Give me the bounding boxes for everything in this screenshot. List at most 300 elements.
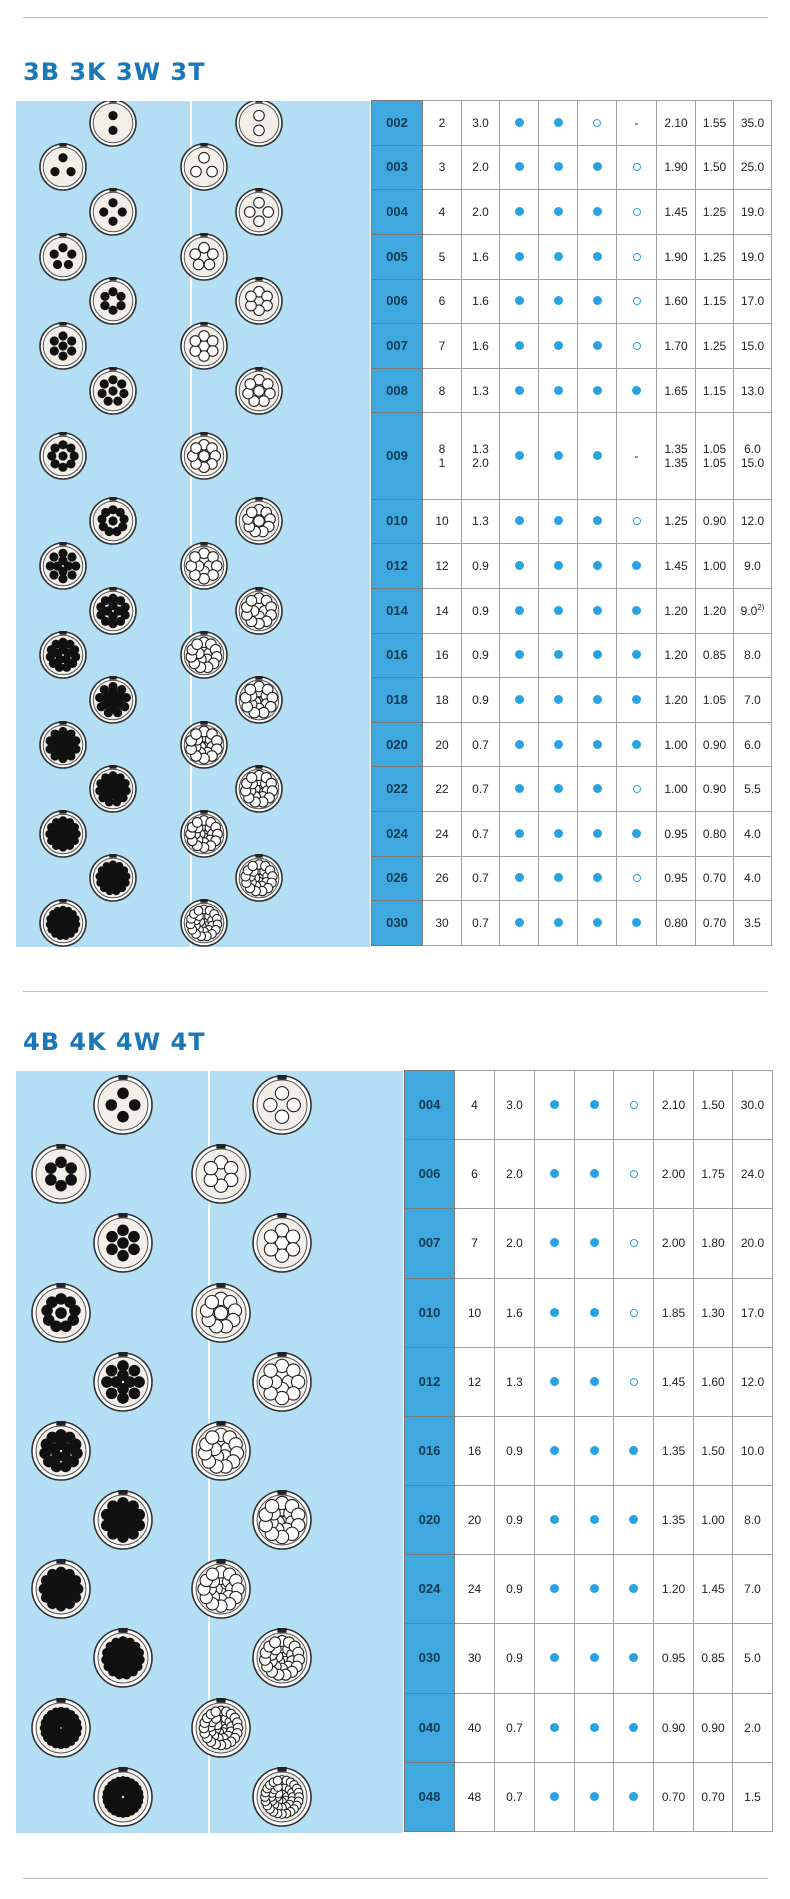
- contact-count-cell: 24: [423, 812, 462, 857]
- layout-code-cell: 024: [372, 812, 423, 857]
- option-c3-cell: [578, 413, 617, 499]
- contact-count-cell: 24: [455, 1555, 495, 1624]
- socket-insert-drawing: [250, 1350, 314, 1414]
- contact-diameter-cell: 0.9: [495, 1416, 535, 1485]
- pin-insert-drawing: [37, 808, 89, 860]
- contact-diameter-cell: 0.7: [462, 901, 500, 946]
- contact-diameter-cell: 1.3: [462, 368, 500, 413]
- filled-dot-icon: [550, 1377, 559, 1386]
- filled-dot-icon: [550, 1792, 559, 1801]
- socket-insert-drawing: [178, 719, 230, 771]
- pin-insert-drawing: [87, 585, 139, 637]
- table-row: [372, 633, 772, 678]
- option-c1-cell: [535, 1209, 575, 1278]
- value-3-cell: 8.0: [734, 633, 772, 678]
- filled-dot-icon: [593, 296, 602, 305]
- value-3-cell: 9.0: [734, 544, 772, 589]
- pin-insert-drawing: [29, 1142, 93, 1206]
- filled-dot-icon: [632, 829, 641, 838]
- filled-dot-icon: [554, 451, 563, 460]
- table-row: [405, 1278, 773, 1347]
- connector-layout-panel-4-series: [16, 1071, 403, 1833]
- filled-dot-icon: [632, 606, 641, 615]
- contact-diameter-cell: 2.0: [495, 1140, 535, 1209]
- table-row: [405, 1416, 773, 1485]
- filled-dot-icon: [590, 1515, 599, 1524]
- contact-count-cell: 40: [455, 1693, 495, 1762]
- socket-insert-drawing: [250, 1765, 314, 1829]
- table-row: [372, 856, 772, 901]
- contact-diameter-cell: 1.3: [495, 1347, 535, 1416]
- filled-dot-icon: [550, 1238, 559, 1247]
- option-c2-cell: [575, 1278, 614, 1347]
- layout-code-cell: 010: [372, 499, 423, 544]
- value-1-cell: 1.45: [657, 544, 696, 589]
- layout-code-cell: 022: [372, 767, 423, 812]
- socket-insert-drawing: [189, 1281, 253, 1345]
- socket-insert-drawing: [250, 1626, 314, 1690]
- open-circle-icon: [633, 874, 641, 882]
- value-3-cell: 17.0: [733, 1278, 773, 1347]
- option-c1-cell: [535, 1071, 575, 1140]
- option-c3-cell: [614, 1071, 654, 1140]
- contact-count-cell: 7: [455, 1209, 495, 1278]
- option-c3-cell: [578, 633, 617, 678]
- value-3-cell: 5.5: [734, 767, 772, 812]
- contact-diameter-cell: 1.6: [462, 324, 500, 369]
- option-c2-cell: [575, 1555, 614, 1624]
- table-row: [372, 368, 772, 413]
- option-c4-cell: [617, 901, 657, 946]
- value-2-cell: 1.20: [696, 588, 734, 633]
- option-c2-cell: [539, 678, 578, 723]
- value-1-cell: 1.25: [657, 499, 696, 544]
- option-c1-cell: [535, 1416, 575, 1485]
- socket-insert-drawing: [233, 763, 285, 815]
- filled-dot-icon: [515, 784, 524, 793]
- filled-dot-icon: [554, 207, 563, 216]
- value-2-cell: 0.90: [696, 767, 734, 812]
- connector-layout-panel-3-series: [16, 101, 370, 947]
- pin-insert-drawing: [37, 430, 89, 482]
- contact-diameter-cell: 0.7: [462, 767, 500, 812]
- value-2-cell: 0.70: [696, 901, 734, 946]
- option-c2-cell: [539, 856, 578, 901]
- layout-code-cell: 048: [405, 1762, 455, 1831]
- option-c2-cell: [539, 324, 578, 369]
- filled-dot-icon: [554, 561, 563, 570]
- filled-dot-icon: [593, 162, 602, 171]
- filled-dot-icon: [550, 1308, 559, 1317]
- table-row: [405, 1693, 773, 1762]
- option-c2-cell: [539, 901, 578, 946]
- option-c3-cell: [614, 1140, 654, 1209]
- filled-dot-icon: [554, 918, 563, 927]
- option-c2-cell: [539, 812, 578, 857]
- option-c4-cell: [617, 368, 657, 413]
- table-row: [372, 279, 772, 324]
- contact-diameter-cell: 2.0: [462, 190, 500, 235]
- value-3-cell: 35.0: [734, 101, 772, 146]
- option-c3-cell: [578, 544, 617, 589]
- table-row: [372, 324, 772, 369]
- option-c1-cell: [500, 901, 539, 946]
- filled-dot-icon: [554, 516, 563, 525]
- option-c3-cell: [578, 279, 617, 324]
- section-title-4-series: 4B 4K 4W 4T: [23, 1028, 206, 1056]
- pin-insert-drawing: [37, 629, 89, 681]
- value-3-cell: 12.0: [733, 1347, 773, 1416]
- value-1-cell: 1.70: [657, 324, 696, 369]
- table-row: [372, 678, 772, 723]
- option-c3-cell: [578, 722, 617, 767]
- filled-dot-icon: [554, 740, 563, 749]
- value-2-cell: 0.85: [694, 1624, 733, 1693]
- open-circle-icon: [630, 1170, 638, 1178]
- option-c2-cell: [575, 1762, 614, 1831]
- table-row: [372, 812, 772, 857]
- pin-insert-drawing: [87, 275, 139, 327]
- option-c1-cell: [500, 856, 539, 901]
- contact-count-cell: 12: [455, 1347, 495, 1416]
- pin-insert-drawing: [37, 231, 89, 283]
- table-row: [372, 901, 772, 946]
- layout-code-cell: 024: [405, 1555, 455, 1624]
- layout-code-cell: 012: [372, 544, 423, 589]
- option-c3-cell: [578, 678, 617, 723]
- contact-diameter-cell: 0.7: [462, 722, 500, 767]
- section-title-3-series: 3B 3K 3W 3T: [23, 58, 206, 86]
- layout-code-cell: 016: [372, 633, 423, 678]
- option-c2-cell: [575, 1486, 614, 1555]
- filled-dot-icon: [554, 829, 563, 838]
- pin-insert-drawing: [37, 141, 89, 193]
- value-3-cell: 17.0: [734, 279, 772, 324]
- filled-dot-icon: [515, 695, 524, 704]
- option-c2-cell: [539, 633, 578, 678]
- table-row: [372, 544, 772, 589]
- socket-insert-drawing: [189, 1557, 253, 1621]
- value-2-cell: 0.90: [696, 722, 734, 767]
- option-c1-cell: [535, 1762, 575, 1831]
- pin-insert-drawing: [29, 1696, 93, 1760]
- value-1-cell: 2.00: [654, 1209, 694, 1278]
- option-c1-cell: [535, 1486, 575, 1555]
- option-c1-cell: [500, 413, 539, 499]
- filled-dot-icon: [554, 650, 563, 659]
- filled-dot-icon: [632, 650, 641, 659]
- pin-insert-drawing: [91, 1350, 155, 1414]
- contact-diameter-cell: 0.9: [462, 588, 500, 633]
- filled-dot-icon: [629, 1515, 638, 1524]
- option-c4-cell: [617, 812, 657, 857]
- option-c3-cell: [614, 1486, 654, 1555]
- option-c4-cell: [617, 234, 657, 279]
- socket-insert-drawing: [233, 365, 285, 417]
- value-3-cell: 10.0: [733, 1416, 773, 1485]
- table-row: [405, 1140, 773, 1209]
- value-1-cell: 1.00: [657, 767, 696, 812]
- contact-diameter-cell: 1.6: [462, 234, 500, 279]
- open-circle-icon: [633, 253, 641, 261]
- contact-diameter-cell: 3.0: [495, 1071, 535, 1140]
- value-2-cell: 1.80: [694, 1209, 733, 1278]
- value-3-cell: 7.0: [733, 1555, 773, 1624]
- layout-code-cell: 006: [405, 1140, 455, 1209]
- value-2-cell: 1.25: [696, 190, 734, 235]
- contact-count-cell: 30: [423, 901, 462, 946]
- contact-count-cell: 5: [423, 234, 462, 279]
- layout-code-cell: 016: [405, 1416, 455, 1485]
- layout-code-cell: 008: [372, 368, 423, 413]
- open-circle-icon: [630, 1101, 638, 1109]
- value-2-cell: 1.00: [694, 1486, 733, 1555]
- open-circle-icon: [633, 517, 641, 525]
- value-3-cell: 30.0: [733, 1071, 773, 1140]
- value-1-cell: 1.00: [657, 722, 696, 767]
- option-c3-cell: [578, 812, 617, 857]
- filled-dot-icon: [590, 1653, 599, 1662]
- contact-diameter-cell: 1.6: [495, 1278, 535, 1347]
- value-3-cell: 8.0: [733, 1486, 773, 1555]
- option-c3-cell: [614, 1762, 654, 1831]
- contact-count-cell: 20: [455, 1486, 495, 1555]
- filled-dot-icon: [629, 1723, 638, 1732]
- filled-dot-icon: [554, 386, 563, 395]
- option-c3-cell: [614, 1209, 654, 1278]
- filled-dot-icon: [515, 386, 524, 395]
- table-row: [405, 1209, 773, 1278]
- value-2-cell: 1.50: [694, 1071, 733, 1140]
- table-row: [405, 1555, 773, 1624]
- socket-insert-drawing: [178, 629, 230, 681]
- option-c4-cell: [617, 544, 657, 589]
- option-c1-cell: [535, 1347, 575, 1416]
- filled-dot-icon: [593, 695, 602, 704]
- option-c4-cell: [617, 190, 657, 235]
- option-c1-cell: [500, 678, 539, 723]
- value-2-cell: 1.25: [696, 234, 734, 279]
- option-c3-cell: [578, 901, 617, 946]
- layout-code-cell: 026: [372, 856, 423, 901]
- option-c2-cell: [539, 190, 578, 235]
- option-c2-cell: [575, 1140, 614, 1209]
- pin-insert-drawing: [91, 1765, 155, 1829]
- value-1-cell: 1.20: [657, 588, 696, 633]
- filled-dot-icon: [554, 784, 563, 793]
- filled-dot-icon: [550, 1446, 559, 1455]
- layout-code-cell: 007: [405, 1209, 455, 1278]
- filled-dot-icon: [554, 118, 563, 127]
- value-2-cell: 0.85: [696, 633, 734, 678]
- option-c1-cell: [500, 101, 539, 146]
- filled-dot-icon: [629, 1792, 638, 1801]
- option-c4-cell: [617, 722, 657, 767]
- contact-diameter-cell: 1.3: [462, 499, 500, 544]
- contact-count-cell: 6: [455, 1140, 495, 1209]
- filled-dot-icon: [593, 650, 602, 659]
- filled-dot-icon: [590, 1584, 599, 1593]
- value-3-cell: 12.0: [734, 499, 772, 544]
- pin-insert-drawing: [91, 1211, 155, 1275]
- contact-count-cell: 48: [455, 1762, 495, 1831]
- value-2-cell: 1.05 1.05: [696, 413, 734, 499]
- contact-count-cell: 12: [423, 544, 462, 589]
- filled-dot-icon: [593, 516, 602, 525]
- value-2-cell: 0.70: [694, 1762, 733, 1831]
- option-c1-cell: [500, 234, 539, 279]
- value-2-cell: 1.50: [696, 145, 734, 190]
- filled-dot-icon: [515, 118, 524, 127]
- contact-count-cell: 4: [455, 1071, 495, 1140]
- filled-dot-icon: [515, 918, 524, 927]
- contact-diameter-cell: 1.3 2.0: [462, 413, 500, 499]
- option-c3-cell: [578, 190, 617, 235]
- value-2-cell: 1.50: [694, 1416, 733, 1485]
- open-circle-icon: [633, 208, 641, 216]
- filled-dot-icon: [593, 561, 602, 570]
- table-row: [405, 1486, 773, 1555]
- option-c1-cell: [500, 722, 539, 767]
- spec-table-4-series: [404, 1070, 773, 1832]
- filled-dot-icon: [593, 252, 602, 261]
- value-1-cell: 1.45: [654, 1347, 694, 1416]
- option-c1-cell: [535, 1278, 575, 1347]
- table-row: [372, 101, 772, 146]
- layout-code-cell: 007: [372, 324, 423, 369]
- option-c3-cell: [578, 368, 617, 413]
- option-c3-cell: [578, 767, 617, 812]
- option-c2-cell: [575, 1071, 614, 1140]
- pin-insert-drawing: [87, 101, 139, 149]
- option-c2-cell: [539, 767, 578, 812]
- filled-dot-icon: [590, 1100, 599, 1109]
- table-row: [372, 413, 772, 499]
- contact-diameter-cell: 0.7: [495, 1762, 535, 1831]
- footnote-mark: 2): [757, 602, 765, 612]
- value-2-cell: 0.80: [696, 812, 734, 857]
- table-row: [372, 767, 772, 812]
- filled-dot-icon: [632, 695, 641, 704]
- value-1-cell: 1.90: [657, 234, 696, 279]
- option-c1-cell: [535, 1555, 575, 1624]
- filled-dot-icon: [515, 740, 524, 749]
- top-rule: [23, 17, 768, 18]
- socket-insert-drawing: [233, 495, 285, 547]
- value-1-cell: 2.10: [654, 1071, 694, 1140]
- filled-dot-icon: [515, 561, 524, 570]
- contact-count-cell: 10: [423, 499, 462, 544]
- socket-insert-drawing: [189, 1419, 253, 1483]
- layout-code-cell: 020: [372, 722, 423, 767]
- socket-insert-drawing: [250, 1073, 314, 1137]
- option-c2-cell: [539, 499, 578, 544]
- pin-insert-drawing: [87, 365, 139, 417]
- value-2-cell: 1.60: [694, 1347, 733, 1416]
- option-c1-cell: [500, 588, 539, 633]
- contact-diameter-cell: 3.0: [462, 101, 500, 146]
- layout-code-cell: 030: [405, 1624, 455, 1693]
- spec-table-3-series: [371, 100, 772, 946]
- contact-count-cell: 16: [455, 1416, 495, 1485]
- contact-diameter-cell: 0.7: [462, 856, 500, 901]
- bottom-rule: [23, 1878, 768, 1879]
- option-c2-cell: [539, 279, 578, 324]
- socket-insert-drawing: [189, 1142, 253, 1206]
- value-1-cell: 0.70: [654, 1762, 694, 1831]
- value-2-cell: 1.55: [696, 101, 734, 146]
- socket-insert-drawing: [178, 320, 230, 372]
- filled-dot-icon: [593, 341, 602, 350]
- socket-insert-drawing: [233, 585, 285, 637]
- layout-code-cell: 004: [405, 1071, 455, 1140]
- filled-dot-icon: [550, 1100, 559, 1109]
- contact-count-cell: 14: [423, 588, 462, 633]
- option-c3-cell: [578, 856, 617, 901]
- pin-insert-drawing: [87, 852, 139, 904]
- option-c2-cell: [575, 1209, 614, 1278]
- option-c1-cell: [500, 190, 539, 235]
- filled-dot-icon: [515, 341, 524, 350]
- layout-code-cell: 002: [372, 101, 423, 146]
- filled-dot-icon: [632, 386, 641, 395]
- option-c4-cell: [617, 413, 657, 499]
- value-1-cell: 0.95: [657, 856, 696, 901]
- option-c3-cell: [614, 1347, 654, 1416]
- option-c2-cell: [575, 1624, 614, 1693]
- socket-insert-drawing: [178, 430, 230, 482]
- filled-dot-icon: [554, 162, 563, 171]
- contact-diameter-cell: 0.9: [495, 1486, 535, 1555]
- option-c4-cell: [617, 145, 657, 190]
- open-circle-icon: [630, 1239, 638, 1247]
- layout-code-cell: 006: [372, 279, 423, 324]
- option-c3-cell: [578, 499, 617, 544]
- socket-insert-drawing: [233, 674, 285, 726]
- filled-dot-icon: [515, 516, 524, 525]
- socket-insert-drawing: [233, 101, 285, 149]
- contact-count-cell: 4: [423, 190, 462, 235]
- open-circle-icon: [633, 785, 641, 793]
- socket-insert-drawing: [233, 852, 285, 904]
- value-2-cell: 1.30: [694, 1278, 733, 1347]
- table-row: [372, 145, 772, 190]
- not-applicable-dash: -: [634, 115, 639, 130]
- filled-dot-icon: [515, 873, 524, 882]
- filled-dot-icon: [515, 451, 524, 460]
- value-1-cell: 1.60: [657, 279, 696, 324]
- filled-dot-icon: [593, 740, 602, 749]
- filled-dot-icon: [554, 606, 563, 615]
- option-c2-cell: [539, 544, 578, 589]
- option-c4-cell: [617, 767, 657, 812]
- filled-dot-icon: [590, 1792, 599, 1801]
- filled-dot-icon: [515, 162, 524, 171]
- table-row: [405, 1624, 773, 1693]
- value-3-cell: 9.0$^{2)}$: [734, 588, 772, 633]
- option-c2-cell: [539, 101, 578, 146]
- value-3-cell: 15.0: [734, 324, 772, 369]
- pin-insert-drawing: [87, 674, 139, 726]
- table-row: [372, 190, 772, 235]
- filled-dot-icon: [554, 341, 563, 350]
- filled-dot-icon: [515, 829, 524, 838]
- filled-dot-icon: [593, 829, 602, 838]
- value-3-cell: 4.0: [734, 856, 772, 901]
- layout-code-cell: 009: [372, 413, 423, 499]
- contact-diameter-cell: 0.7: [495, 1693, 535, 1762]
- option-c3-cell: [614, 1278, 654, 1347]
